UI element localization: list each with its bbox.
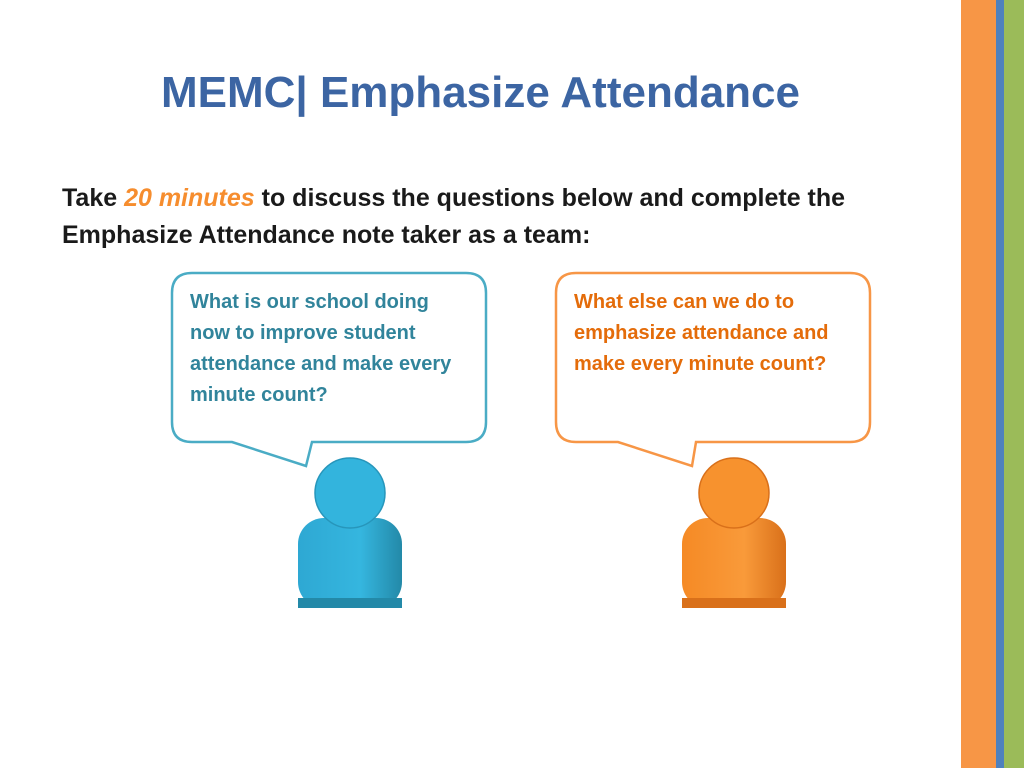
decorative-stripe-green (1004, 0, 1024, 768)
person-icon (682, 458, 786, 608)
question-left: What is our school doing now to improve student attendance and make every minute count? (190, 291, 452, 406)
intro-suffix: to discuss the questions below and complete the Emphasize Attendance note taker as a team: (62, 184, 846, 249)
person-icon (298, 458, 402, 608)
slide-title: MEMC| Emphasize Attendance (160, 68, 800, 117)
decorative-stripe-orange (961, 0, 996, 768)
intro-prefix: Take (62, 184, 125, 212)
question-right: What else can we do to emphasize attendance and make every minute count? (574, 291, 829, 375)
decorative-stripe-blue (996, 0, 1004, 768)
intro-highlight: 20 minutes (124, 184, 255, 212)
